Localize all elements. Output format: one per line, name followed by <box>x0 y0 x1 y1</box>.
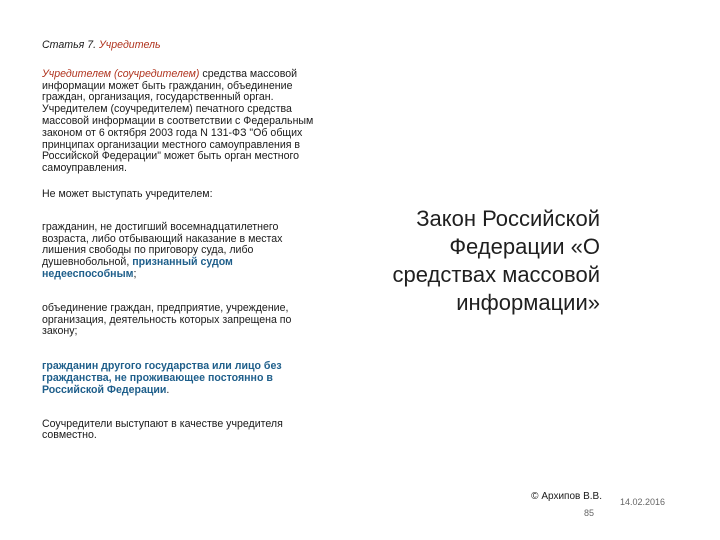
citizen-minor-end: ; <box>133 267 137 280</box>
paragraph-cofounders: Соучредители выступают в качестве учредителя совместно. <box>42 417 283 442</box>
foreign-citizen-end: . <box>166 383 170 396</box>
article-heading-emph: Учредитель <box>99 39 161 51</box>
founder-term: Учредителем (соучредителем) <box>42 67 200 80</box>
paragraph-founder <box>42 69 322 175</box>
paragraph-banned-org: объединение граждан, предприятие, учреждение, организация, деятельность которых запрещена по закону; <box>42 301 292 338</box>
paragraph-foreign-citizen <box>42 361 322 396</box>
article-heading-prefix: Статья 7. <box>42 39 100 51</box>
foreign-citizen-link[interactable]: гражданин другого государства или лицо без гражданства, не проживающее постоянно в Российской Федерации <box>42 360 282 396</box>
slide-date: 14.02.2016 <box>620 497 666 507</box>
paragraph-cannot-be-founder: Не может выступать учредителем: <box>42 187 213 200</box>
page-number: 85 <box>583 508 594 518</box>
article-heading <box>42 40 322 52</box>
article-text <box>42 40 322 442</box>
incapable-link[interactable]: признанный судом недееспособным <box>42 256 233 280</box>
citizen-minor-text: гражданин, не достигший восемнадцатилетнего возраста, либо отбывающий наказание в местах лишения свободы по приговору суда, либо душевнобольной, <box>42 220 283 269</box>
paragraph-citizen-minor <box>42 222 322 281</box>
founder-definition: средства массовой информации может быть гражданин, объединение граждан, организация, государственный орган. Учредителем (соучредителем) печатного средства массовой информации в соответствии с Федеральным законом от 6 октября 2003 года N 131-ФЗ "Об общих принципах организации местного самоуправления в Российской Федерации" может быть орган местного самоуправления. <box>42 67 314 175</box>
slide-title: Закон Российской Федерации «О средствах массовой информации» <box>392 206 600 315</box>
author-credit: © Архипов В.В. <box>531 491 602 502</box>
